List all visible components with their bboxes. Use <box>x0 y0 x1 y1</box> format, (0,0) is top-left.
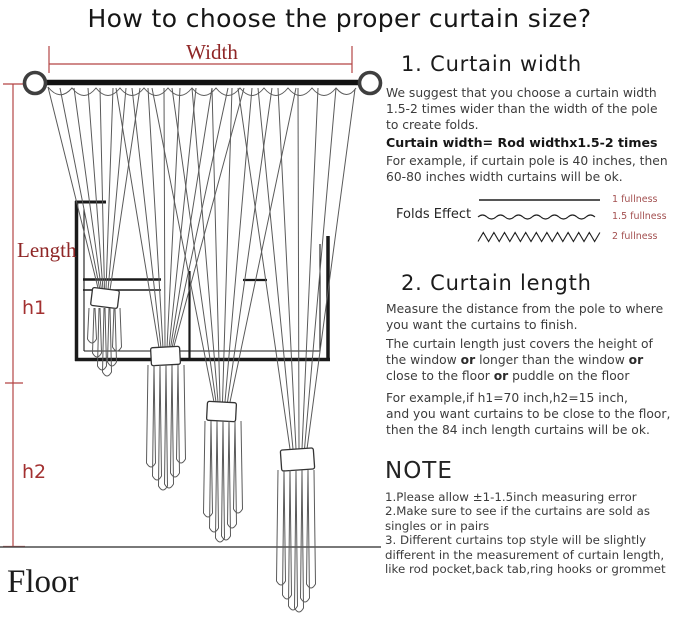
curtain-width-formula: Curtain width= Rod widthx1.5-2 times <box>386 135 658 150</box>
text-line: 60-80 inches width curtains will be ok. <box>386 169 623 184</box>
text-line: For example, if curtain pole is 40 inches, then <box>386 154 668 168</box>
text-line: you want the curtains to finish. <box>386 317 578 332</box>
curtain-length-paragraph-1 <box>386 302 679 334</box>
dimension-lines <box>3 46 352 547</box>
floor-label: Floor <box>7 564 79 600</box>
text-line: 1.5-2 times wider than the width of the pole <box>386 101 658 116</box>
tieback-3 <box>207 401 237 421</box>
bold-or: or <box>460 352 476 367</box>
h2-label: h2 <box>22 461 47 483</box>
text-line: different in the measurement of curtain length, <box>385 547 665 562</box>
curtain-panel-4 <box>238 88 355 449</box>
instructions-pane <box>385 0 679 617</box>
text-segment: puddle on the floor <box>508 368 630 383</box>
rod-finial-right-icon <box>360 73 381 94</box>
fullness-line-zigzag <box>478 233 600 242</box>
note-item-2 <box>385 504 679 533</box>
curtain-tail-2 <box>147 365 186 490</box>
text-segment: the window <box>386 352 461 367</box>
fullness-label-2: 2 fullness <box>612 231 658 242</box>
text-line <box>386 337 679 353</box>
fullness-label-1-5: 1.5 fullness <box>612 211 667 222</box>
text-line: Measure the distance from the pole to where <box>386 302 664 316</box>
note-item-1 <box>385 490 679 505</box>
text-segment: close to the floor <box>386 368 494 383</box>
text-segment: The curtain length just covers the height of <box>386 337 653 351</box>
tieback-1 <box>91 287 120 308</box>
section-heading-curtain-length: 2. Curtain length <box>401 271 592 295</box>
text-line: 3. Different curtains top style will be slightly <box>385 533 647 547</box>
page-title: How to choose the proper curtain size? <box>87 4 592 33</box>
curtain-panel-2 <box>116 88 244 348</box>
curtain-width-paragraph <box>386 86 679 133</box>
curtain-length-example <box>386 391 679 438</box>
curtain-width-example <box>386 154 679 186</box>
curtain-tail-3 <box>204 421 243 542</box>
text-line: 2.Make sure to see if the curtains are sold as <box>385 504 650 518</box>
text-line <box>386 369 679 385</box>
text-line: then the 84 inch length curtains will be ok. <box>386 422 650 437</box>
text-line <box>386 353 679 369</box>
curtain-tail-1 <box>88 308 122 376</box>
curtain-tail-4 <box>277 470 316 612</box>
text-line: like rod pocket,back tab,ring hooks or grommet <box>385 562 666 576</box>
text-line: We suggest that you choose a curtain width <box>386 86 657 100</box>
folds-effect-lines <box>476 192 611 244</box>
text-line: to create folds. <box>386 117 479 132</box>
text-line: singles or in pairs <box>385 518 490 533</box>
section-heading-curtain-width: 1. Curtain width <box>401 52 582 76</box>
text-line: 1.Please allow ±1-1.5inch measuring error <box>385 490 637 504</box>
tiebacks <box>91 287 315 471</box>
tieback-2 <box>151 346 181 365</box>
fullness-line-wavy <box>478 215 595 219</box>
bold-or: or <box>493 368 509 383</box>
rod-finial-left-icon <box>25 73 46 94</box>
h1-label: h1 <box>22 297 47 319</box>
tieback-4 <box>280 448 314 471</box>
note-heading: NOTE <box>385 458 453 484</box>
text-line: and you want curtains to be close to the floor, <box>386 406 671 421</box>
length-label: Length <box>17 238 77 262</box>
text-segment: longer than the window <box>475 352 629 367</box>
text-line: For example,if h1=70 inch,h2=15 inch, <box>386 391 628 405</box>
curtain-fabric <box>48 87 356 449</box>
curtain-length-paragraph-2 <box>386 337 679 384</box>
curtain-top-scallop <box>48 87 356 96</box>
fullness-label-1: 1 fullness <box>612 194 658 205</box>
folds-effect-label: Folds Effect <box>396 207 472 222</box>
width-label: Width <box>186 40 238 64</box>
bold-or: or <box>628 352 644 367</box>
note-item-3 <box>385 533 679 577</box>
